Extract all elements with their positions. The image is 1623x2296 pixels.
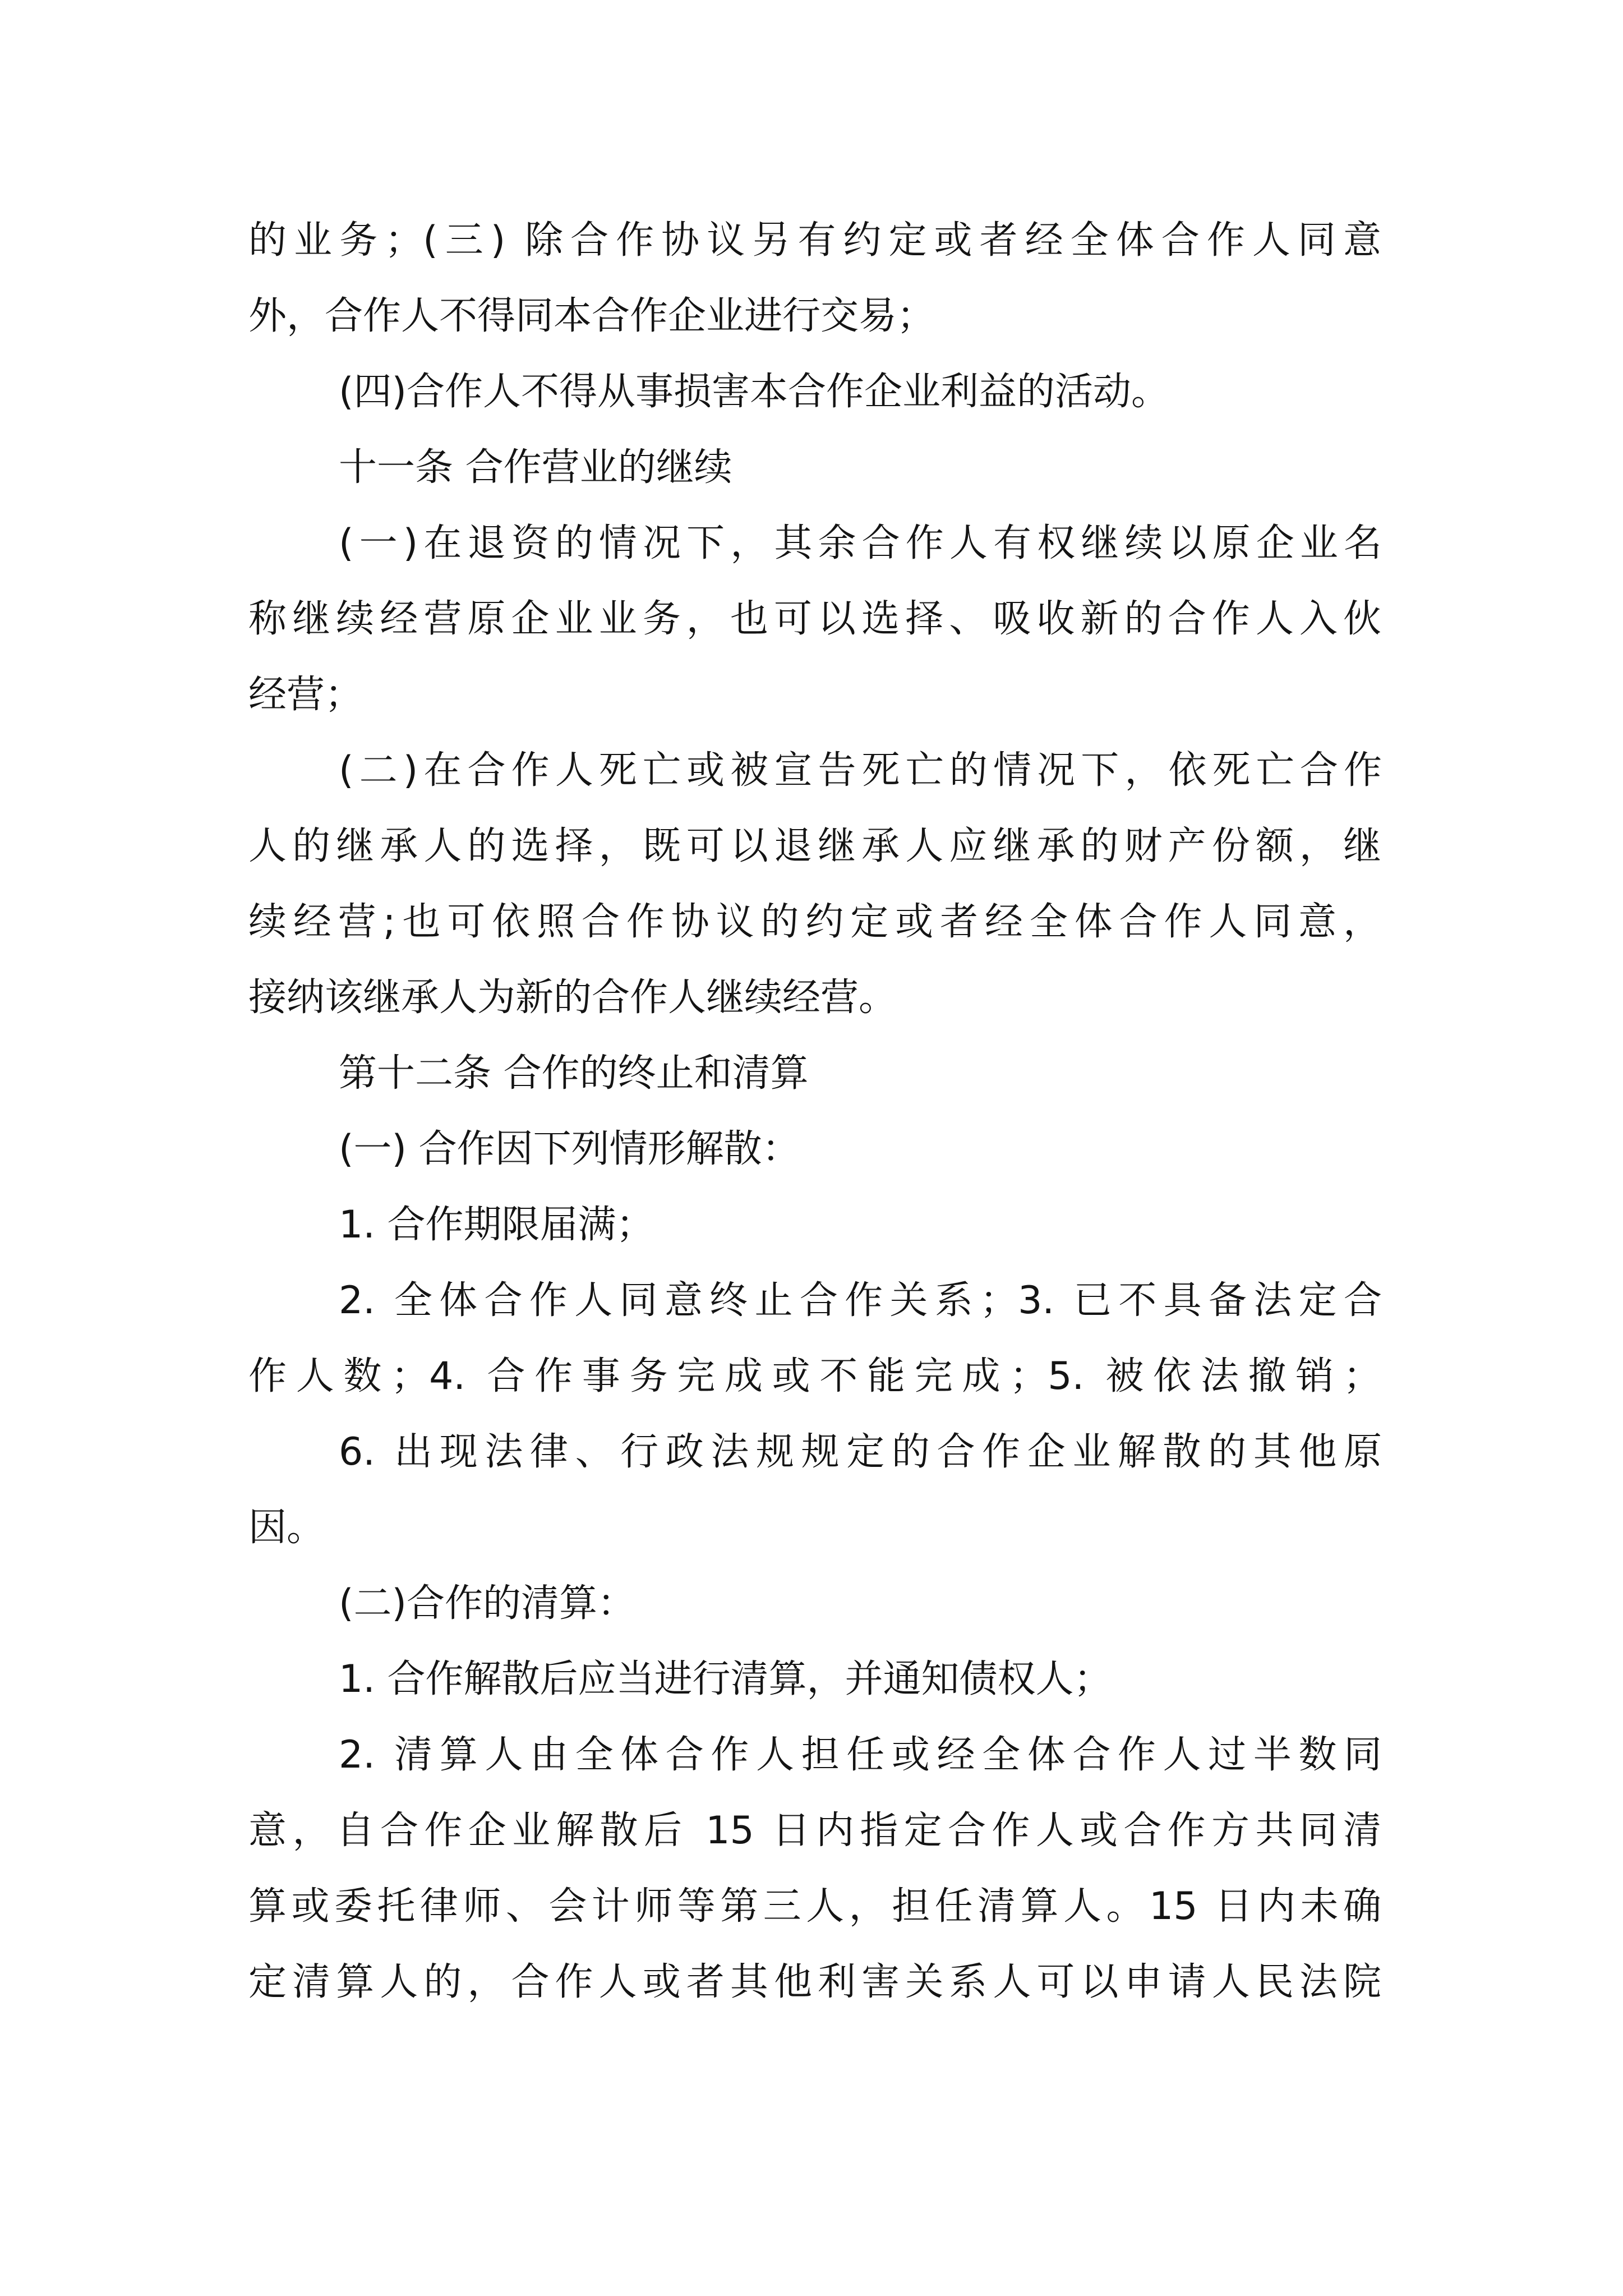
text-line: 作人数；4. 合作事务完成或不能完成；5. 被依法撤销； — [248, 1354, 1381, 1398]
text-line: 接纳该继承人为新的合作人继续经营。 — [248, 976, 897, 1020]
list-item: 1. 合作解散后应当进行清算，并通知债权人； — [339, 1657, 1112, 1701]
list-item: 2. 清算人由全体合作人担任或经全体合作人过半数同 — [339, 1733, 1382, 1777]
section-heading: 十一条 合作营业的继续 — [339, 445, 732, 490]
text-line: 因。 — [248, 1506, 325, 1550]
text-line: (二)在合作人死亡或被宣告死亡的情况下，依死亡合作 — [339, 748, 1382, 793]
text-line: 称继续经营原企业业务，也可以选择、吸收新的合作人入伙 — [248, 597, 1381, 641]
text-line: (二)合作的清算： — [339, 1581, 636, 1626]
text-line: (一) 合作因下列情形解散： — [339, 1127, 800, 1171]
text-line: 意，自合作企业解散后 15 日内指定合作人或合作方共同清 — [248, 1809, 1381, 1853]
list-item: 2. 全体合作人同意终止合作关系；3. 已不具备法定合 — [339, 1278, 1382, 1323]
text-line: 的业务；(三) 除合作协议另有约定或者经全体合作人同意 — [248, 218, 1381, 263]
text-line: (四)合作人不得从事损害本合作企业利益的活动。 — [339, 370, 1170, 414]
list-item: 6. 出现法律、行政法规规定的合作企业解散的其他原 — [339, 1430, 1382, 1474]
text-line: 人的继承人的选择，既可以退继承人应继承的财产份额，继 — [248, 824, 1381, 868]
section-heading: 第十二条 合作的终止和清算 — [339, 1051, 809, 1096]
text-line: 定清算人的，合作人或者其他利害关系人可以申请人民法院 — [248, 1960, 1381, 2004]
text-line: 外，合作人不得同本合作企业进行交易； — [248, 294, 935, 338]
text-line: (一)在退资的情况下，其余合作人有权继续以原企业名 — [339, 521, 1382, 565]
text-line: 经营； — [248, 673, 363, 717]
text-line: 算或委托律师、会计师等第三人，担任清算人。15 日内未确 — [248, 1884, 1381, 1929]
text-line: 续经营;也可依照合作协议的约定或者经全体合作人同意， — [248, 900, 1381, 944]
list-item: 1. 合作期限届满； — [339, 1203, 654, 1247]
